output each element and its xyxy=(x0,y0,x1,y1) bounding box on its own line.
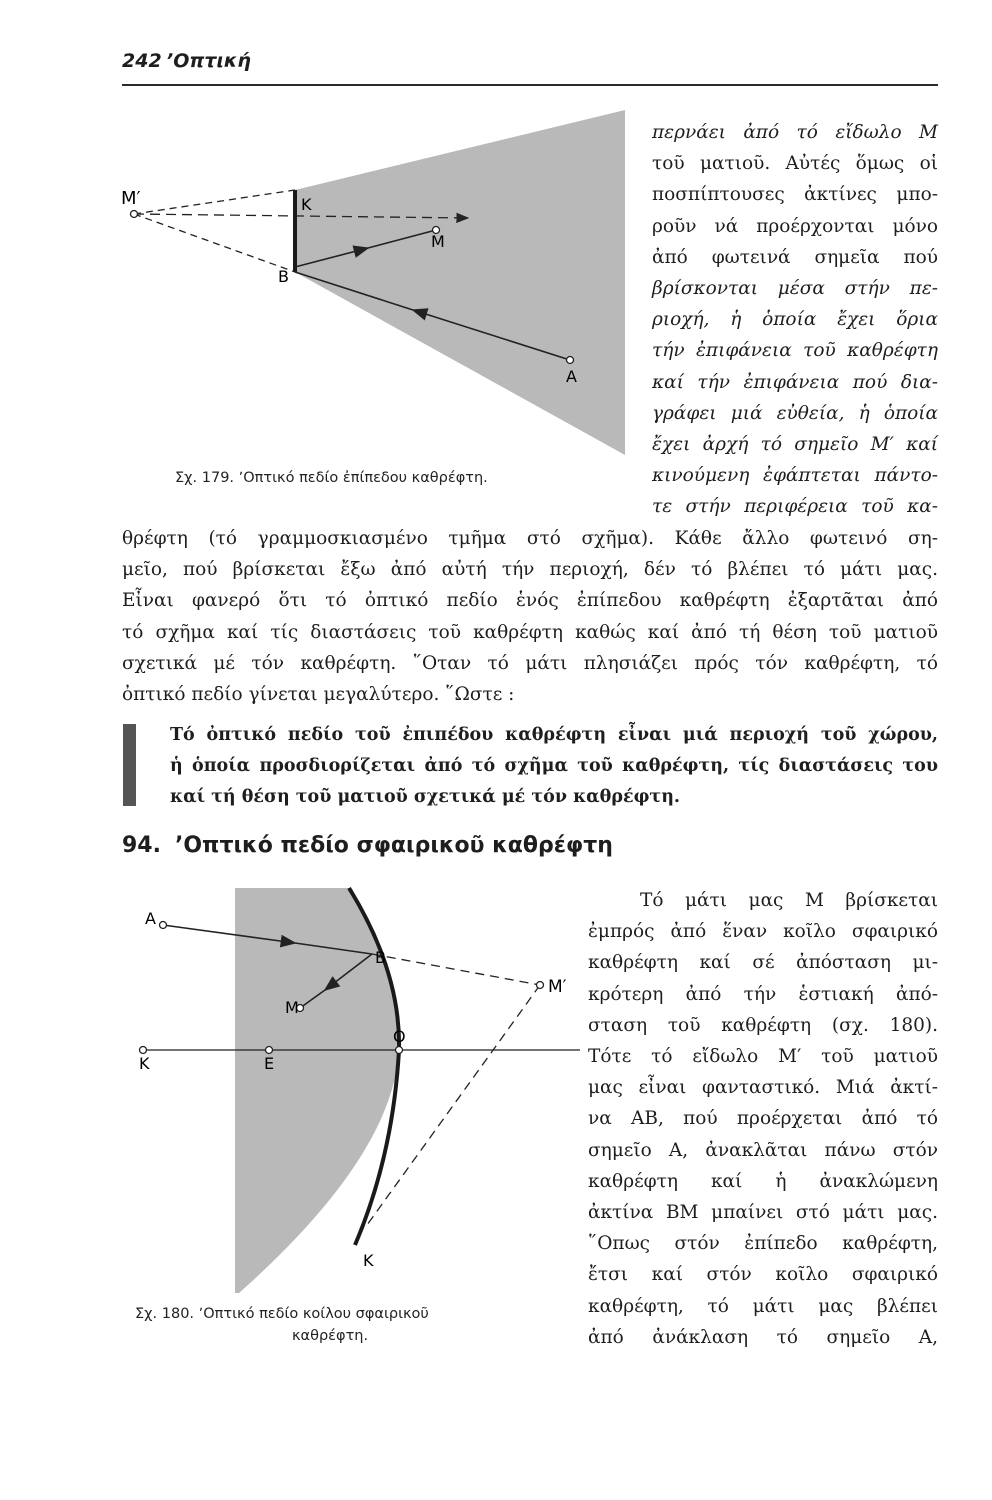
label-m: M xyxy=(431,232,445,251)
figure-179-caption: Σχ. 179. ʼΟπτικό πεδίο ἐπίπεδου καθρέφτη. xyxy=(175,470,488,486)
emphasis-bar xyxy=(123,724,136,806)
label-b: B xyxy=(375,948,386,967)
label-m: M xyxy=(285,998,299,1017)
label-m-prime: M′ xyxy=(548,977,567,997)
optical-field-shade xyxy=(295,110,625,455)
label-k-bottom: K xyxy=(363,1251,374,1270)
label-a: A xyxy=(566,367,577,386)
running-title: ʼΟπτική xyxy=(166,50,251,72)
right-column-text-1: περνάει ἀπό τό εἴδωλο Μ τοῦ ματιοῦ. Αὐτές ὅμως οἱ ποσπίπτουσες ἀκτίνες μπο- ροῦν νά προέρχονται μόνο ἀπό φωτεινά σημεῖα πού βρίσκονται μέσα στήν πε- ριοχή, ἡ ὁποία ἔχει ὅρια τήν ἐπιφάνεια τοῦ καθρέφτη καί τήν ἐπιφάνεια πού δια- γράφει μιά εὐθεία, ἡ ὁποία ἔχει ἀρχή τό σημεῖο Μ′ καί κινούμενη ἐφάπτεται πάντο- τε στήν περιφέρεια τοῦ κα- xyxy=(652,122,938,518)
header-rule xyxy=(122,84,938,86)
label-a: A xyxy=(145,909,156,928)
figure-179 xyxy=(118,110,638,465)
page-number: 242 xyxy=(122,50,162,72)
section-title: ʼΟπτικό πεδίο σφαιρικοῦ καθρέφτη xyxy=(174,833,613,858)
label-k: K xyxy=(301,195,312,214)
figure-180 xyxy=(135,880,585,1300)
body-paragraph: θρέφτη (τό γραμμοσκιασμένο τμῆμα στό σχῆμα). Κάθε ἄλλο φωτεινό ση- μεῖο, πού βρίσκεται ἔξω ἀπό αὐτή τήν περιοχή, δέν τό βλέπει τό μάτι μας. Εἶναι φανερό ὅτι τό ὀπτικό πεδίο ἑνός ἐπίπεδου καθρέφτη ἐξαρτᾶται ἀπό τό σχῆμα καί τίς διαστάσεις τοῦ καθρέφτη καθώς καί ἀπό τή θέση τοῦ ματιοῦ σχετικά μέ τόν καθρέφτη. ῞Οταν τό μάτι πλησιάζει πρός τόν καθρέφτη, τό ὀπτικό πεδίο γίνεται μεγαλύτερο. ῞Ωστε : xyxy=(122,528,938,706)
label-k-left: K xyxy=(139,1054,150,1073)
label-e: E xyxy=(264,1054,275,1073)
label-m-prime: M′ xyxy=(121,188,141,209)
page-header xyxy=(122,50,938,90)
emphasis-statement: Τό ὀπτικό πεδίο τοῦ ἐπιπέδου καθρέφτη εἶναι μιά περιοχή τοῦ χώρου, ἡ ὁποία προσδιορίζεται ἀπό τό σχῆμα τοῦ καθρέφτη, τίς διαστάσεις του καί τή θέση τοῦ ματιοῦ σχετικά μέ τόν καθρέφτη. xyxy=(170,725,938,807)
label-o: O xyxy=(393,1027,406,1046)
section-number: 94. xyxy=(122,833,161,858)
right-column-text-2: Τό μάτι μας Μ βρίσκεται ἐμπρός ἀπό ἕναν κοῖλο σφαιρικό καθρέφτη καί σέ ἀπόσταση μι- κρότερη ἀπό τήν ἑστιακή ἀπό- σταση τοῦ καθρέφτη (σχ. 180). Τότε τό εἴδωλο Μ′ τοῦ ματιοῦ μας εἶναι φανταστικό. Μιά ἀκτί- να ΑΒ, πού προέρχεται ἀπό τό σημεῖο Α, ἀνακλᾶται πάνω στόν καθρέφτη καί ἡ ἀνακλώμενη ἀκτίνα ΒΜ μπαίνει στό μάτι μας. ῞Οπως στόν ἐπίπεδο καθρέφτη, ἔτσι καί στόν κοῖλο σφαιρικό καθρέφτη, τό μάτι μας βλέπει ἀπό ἀνάκλαση τό σημεῖο Α, xyxy=(588,890,938,1348)
figure-180-caption: Σχ. 180. ʼΟπτικό πεδίο κοίλου σφαιρικοῦ καθρέφτη. xyxy=(135,1306,429,1344)
section-heading xyxy=(122,833,613,858)
label-b: B xyxy=(278,267,289,286)
